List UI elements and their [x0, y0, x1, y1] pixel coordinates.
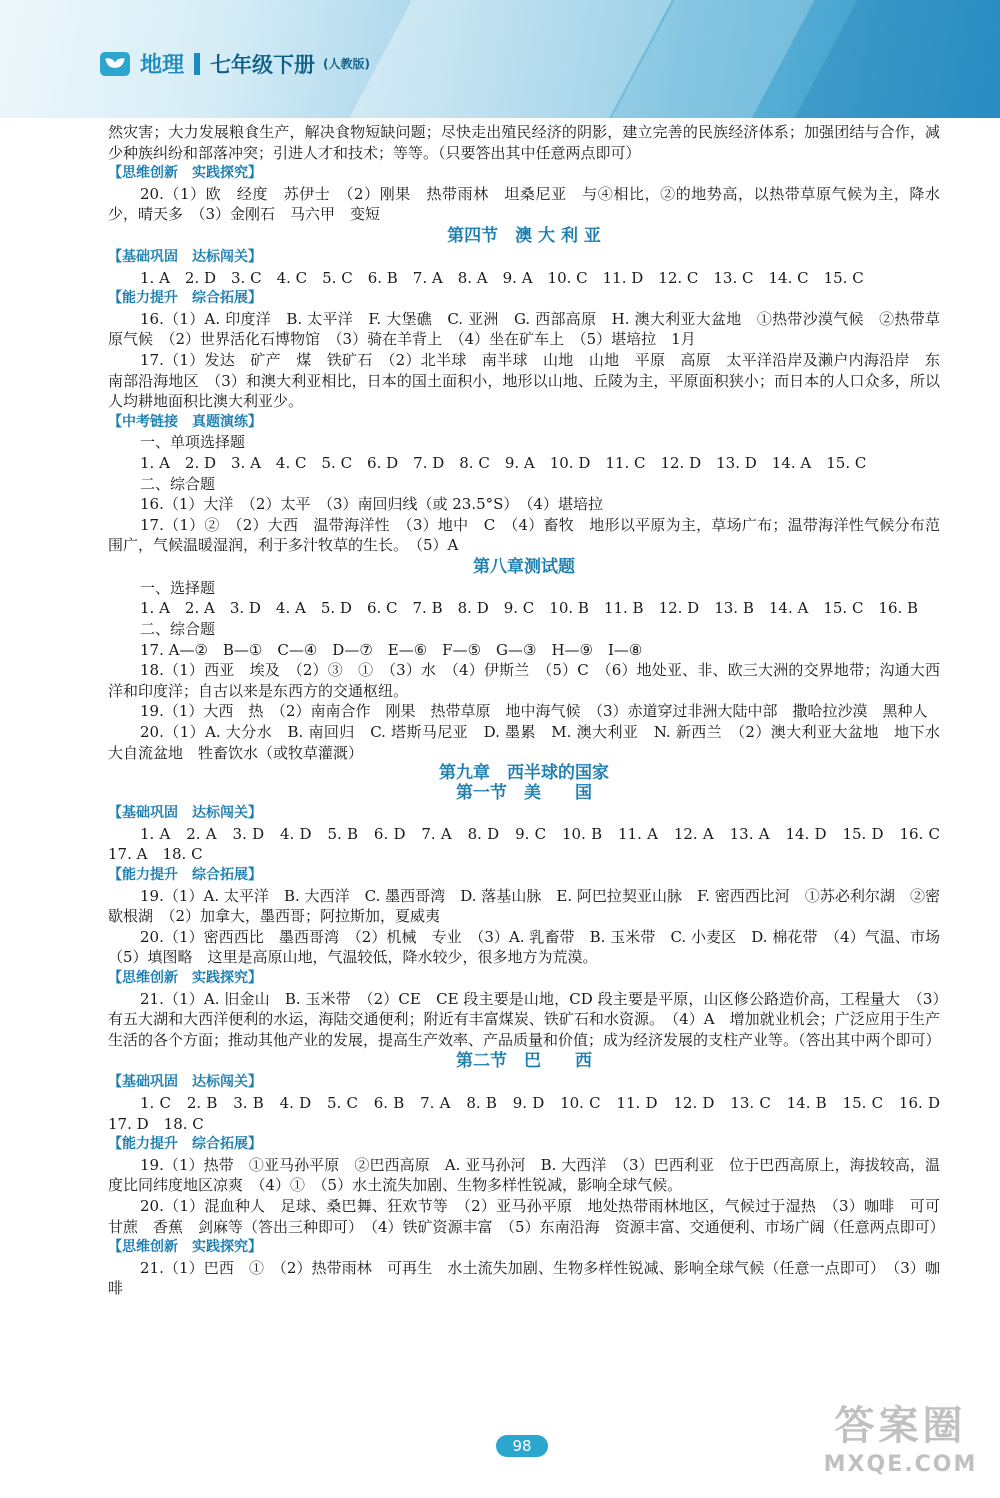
watermark-url: MXQE.COM — [823, 1452, 978, 1477]
section-heading: 第四节 澳 大 利 亚 — [447, 225, 601, 246]
answer-paragraph: 21.（1）巴西 ① （2）热带雨林 可再生 水土流失加剧、生物多样性锐减、影响全球气候（任意一点即可） （3）咖啡 — [108, 1258, 940, 1298]
edition-label: (人教版) — [323, 57, 370, 71]
section-heading: 第九章 西半球的国家 — [439, 763, 609, 784]
section-tag: 【能力提升 综合拓展】 — [108, 290, 262, 307]
section-tag: 【能力提升 综合拓展】 — [108, 1136, 262, 1153]
answer-paragraph: 1. A 2. A 3. D 4. A 5. D 6. C 7. B 8. D 9. C 10. B 11. B 12. D 13. B 14. A 15. C 16. B — [140, 599, 919, 618]
section-tag: 【基础巩固 达标闯关】 — [108, 1074, 262, 1091]
answer-paragraph: 19.（1）热带 ①亚马孙平原 ②巴西高原 A. 亚马孙河 B. 大西洋 （3）巴西利亚 位于巴西高原上，海拔较高，温度比同纬度地区凉爽 （4）① （5）水土流失加剧、生物多样性锐减，影响全球气候。 — [108, 1155, 940, 1195]
leaf-logo-icon — [100, 52, 130, 76]
subject-title: 地理 — [140, 53, 185, 78]
answer-paragraph: 1. C 2. B 3. B 4. D 5. C 6. B 7. A 8. B 9. D 10. C 11. D 12. D 13. C 14. B 15. C 16. D 17. D 18. C — [108, 1093, 956, 1133]
sub-heading: 一、选择题 — [140, 578, 216, 597]
answer-paragraph: 18.（1）西亚 埃及 （2）③ ① （3）水 （4）伊斯兰 （5）C （6）地处亚、非、欧三大洲的交界地带；沟通大西洋和印度洋；自古以来是东西方的交通枢纽。 — [108, 661, 940, 700]
answer-content — [108, 122, 956, 1299]
sub-heading: 二、综合题 — [140, 474, 216, 493]
sub-heading: 一、单项选择题 — [140, 433, 246, 452]
grade-title: 七年级下册 — [210, 52, 316, 77]
section-tag: 【思维创新 实践探究】 — [108, 165, 262, 182]
answer-paragraph: 17.（1）② （2）大西 温带海洋性 （3）地中 C （4）畜牧 地形以平原为主，草场广布；温带海洋性气候分布范围广，气候温暖湿润，利于多汁牧草的生长。 （5）A — [108, 515, 940, 555]
section-heading: 第一节 美 国 — [456, 783, 592, 804]
answer-paragraph: 1. A 2. D 3. A 4. C 5. C 6. D 7. D 8. C 9. A 10. D 11. C 12. D 13. D 14. A 15. C — [140, 453, 867, 472]
page-number: 98 — [496, 1435, 548, 1457]
answer-paragraph: 19.（1）大西 热 （2）南南合作 刚果 热带草原 地中海气候 （3）赤道穿过非洲大陆中部 撒哈拉沙漠 黑种人 — [140, 702, 928, 721]
answer-paragraph: 16.（1）A. 印度洋 B. 太平洋 F. 大堡礁 C. 亚洲 G. 西部高原 H. 澳大利亚大盆地 ①热带沙漠气候 ②热带草原气候 （2）世界活化石博物馆 （3）骑在羊背上 （4）坐在矿车上 （5）堪培拉 1月 — [108, 309, 940, 349]
section-tag: 【能力提升 综合拓展】 — [108, 867, 262, 883]
answer-paragraph: 20.（1）欧 经度 苏伊士 （2）刚果 热带雨林 坦桑尼亚 与④相比，②的地势高，以热带草原气候为主，降水少，晴天多 （3）金刚石 马六甲 变短 — [108, 184, 940, 224]
answer-paragraph: 17.（1）发达 矿产 煤 铁矿石 （2）北半球 南半球 山地 山地 平原 高原 太平洋沿岸及濑户内海沿岸 东南部沿海地区 （3）和澳大利亚相比，日本的国土面积小，地形以山地、丘陵为主，平原面积狭小；而日本的人口众多，所以人均耕地面积比澳大利亚少。 — [108, 350, 940, 411]
watermark-logo: 答案圈 — [834, 1403, 967, 1449]
answer-paragraph: 17. A—② B—① C—④ D—⑦ E—⑥ F—⑤ G—③ H—⑨ I—⑧ — [140, 640, 643, 659]
section-heading: 第二节 巴 西 — [456, 1051, 592, 1072]
section-tag: 【基础巩固 达标闯关】 — [108, 805, 262, 822]
title-separator — [194, 53, 200, 75]
sub-heading: 二、综合题 — [140, 620, 216, 639]
answer-paragraph: 20.（1）混血种人 足球、桑巴舞、狂欢节等 （2）亚马孙平原 地处热带雨林地区，气候过于湿热 （3）咖啡 可可 甘蔗 香蕉 剑麻等（答出三种即可） （4）铁矿资源丰富 （5）东南沿海 资源丰富、交通便利、市场广阔（任意两点即可） — [108, 1196, 956, 1236]
answer-paragraph: 20.（1）密西西比 墨西哥湾 （2）机械 专业 （3）A. 乳畜带 B. 玉米带 C. 小麦区 D. 棉花带 （4）气温、市场 （5）填图略 这里是高原山地，气温较低，降水较少，很多地方为荒漠。 — [108, 927, 956, 967]
answer-paragraph: 1. A 2. A 3. D 4. D 5. B 6. D 7. A 8. D 9. C 10. B 11. A 12. A 13. A 14. D 15. D 16. C 17. A 18. C — [108, 824, 956, 864]
section-tag: 【中考链接 真题演练】 — [108, 413, 262, 430]
answer-paragraph: 1. A 2. D 3. C 4. C 5. C 6. B 7. A 8. A 9. A 10. C 11. D 12. C 13. C 14. C 15. C — [140, 268, 864, 287]
watermark — [813, 1400, 988, 1478]
section-tag: 【思维创新 实践探究】 — [108, 1239, 262, 1256]
section-tag: 【基础巩固 达标闯关】 — [108, 248, 262, 265]
answer-paragraph: 20.（1）A. 大分水 B. 南回归 C. 塔斯马尼亚 D. 墨累 M. 澳大利亚 N. 新西兰 （2）澳大利亚大盆地 地下水 大自流盆地 牲畜饮水（或牧草灌溉） — [108, 723, 956, 762]
answer-paragraph: 21.（1）A. 旧金山 B. 玉米带 （2）CE CE 段主要是山地，CD 段主要是平原，山区修公路造价高，工程量大 （3）有五大湖和大西洋便利的水运，海陆交通便利；附近有丰富煤炭、铁矿石和水资源。 （4）A 增加就业机会；广泛应用于生产生活的各个方面；推动其他产业的发展，提高生产效率、产品质量和价值；成为经济发展的支柱产业等。（答出其中两个即可） — [108, 989, 941, 1049]
answer-paragraph: 16.（1）大洋 （2）太平 （3）南回归线（或 23.5°S） （4）堪培拉 — [140, 495, 603, 514]
answer-paragraph: 19.（1）A. 太平洋 B. 大西洋 C. 墨西哥湾 D. 落基山脉 E. 阿巴拉契亚山脉 F. 密西西比河 ①苏必利尔湖 ②密歇根湖 （2）加拿大，墨西哥；阿拉斯加，夏威夷 — [108, 886, 940, 926]
page-header — [0, 0, 1000, 118]
header-decoration — [772, 0, 1000, 118]
header-brand — [100, 48, 370, 79]
section-tag: 【思维创新 实践探究】 — [108, 969, 262, 986]
section-heading: 第八章测试题 — [473, 556, 575, 577]
answer-paragraph: 然灾害；大力发展粮食生产，解决食物短缺问题；尽快走出殖民经济的阴影，建立完善的民族经济体系；加强团结与合作，减少种族纠纷和部落冲突；引进人才和技术；等等。（只要答出其中任意两点即可） — [108, 123, 940, 162]
